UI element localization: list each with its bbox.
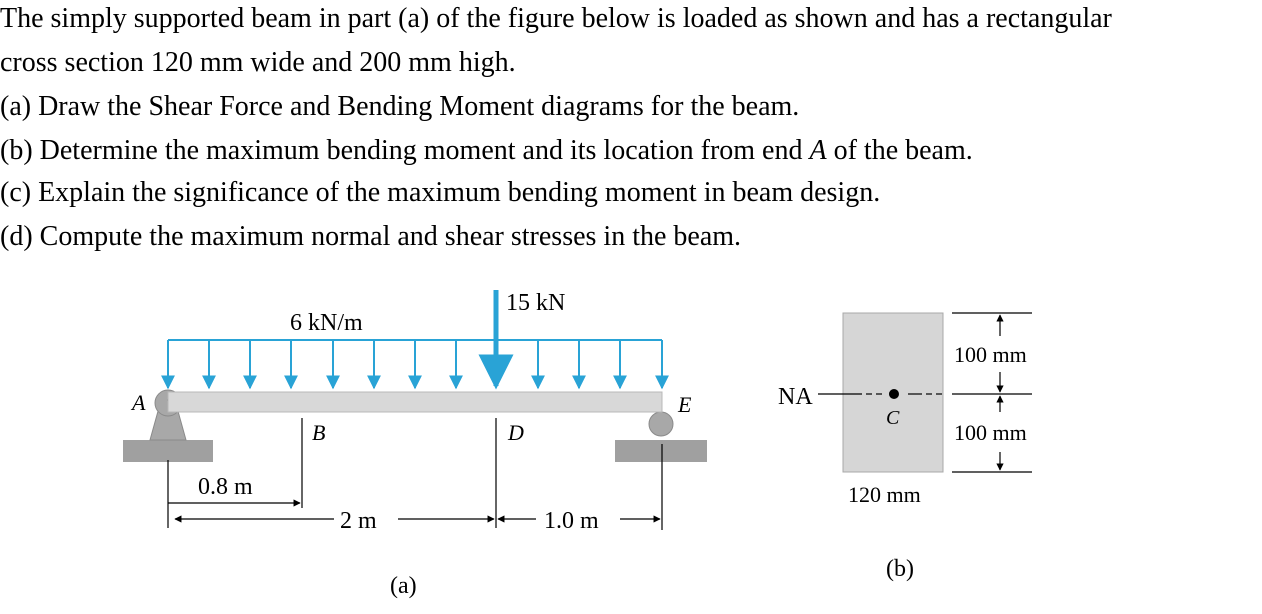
beam	[168, 392, 662, 412]
ground-a	[123, 440, 213, 462]
caption-b: (b)	[886, 556, 914, 582]
part-b-pre: (b) Determine the maximum bending moment and its location from end	[0, 135, 810, 166]
dim-ad-label: 2 m	[340, 508, 377, 534]
point-load-label: 15 kN	[506, 290, 566, 316]
dim-bottom-label: 100 mm	[954, 420, 1027, 445]
label-b: B	[312, 420, 326, 445]
part-a: (a) Draw the Shear Force and Bending Moment diagrams for the beam.	[0, 91, 800, 122]
part-b-var: A	[809, 135, 827, 166]
label-e: E	[678, 392, 692, 417]
centroid-label: C	[886, 407, 900, 429]
roller-support-e	[649, 412, 673, 436]
intro-line-2: cross section 120 mm wide and 200 mm high.	[0, 47, 516, 78]
part-d: (d) Compute the maximum normal and shear stresses in the beam.	[0, 221, 742, 252]
distributed-load-label: 6 kN/m	[290, 310, 363, 336]
centroid-dot	[889, 389, 899, 399]
dim-ab-label: 0.8 m	[198, 474, 253, 500]
dim-top-label: 100 mm	[954, 342, 1027, 367]
figure	[0, 270, 1262, 614]
section-dimensions	[952, 313, 1032, 472]
dim-de-label: 1.0 m	[544, 508, 599, 534]
part-c: (c) Explain the significance of the maximum bending moment in beam design.	[0, 177, 881, 208]
neutral-axis-label: NA	[778, 384, 813, 410]
part-b	[0, 134, 973, 168]
ground-e	[615, 440, 707, 462]
figure-a-beam	[123, 390, 707, 462]
distributed-load	[168, 340, 662, 388]
part-b-post: of the beam.	[826, 135, 973, 166]
intro-line-1: The simply supported beam in part (a) of the figure below is loaded as shown and has a rectangular	[0, 3, 1112, 34]
label-a: A	[132, 390, 146, 415]
label-d: D	[508, 420, 524, 445]
caption-a: (a)	[390, 573, 417, 599]
section-width-label: 120 mm	[848, 482, 921, 507]
